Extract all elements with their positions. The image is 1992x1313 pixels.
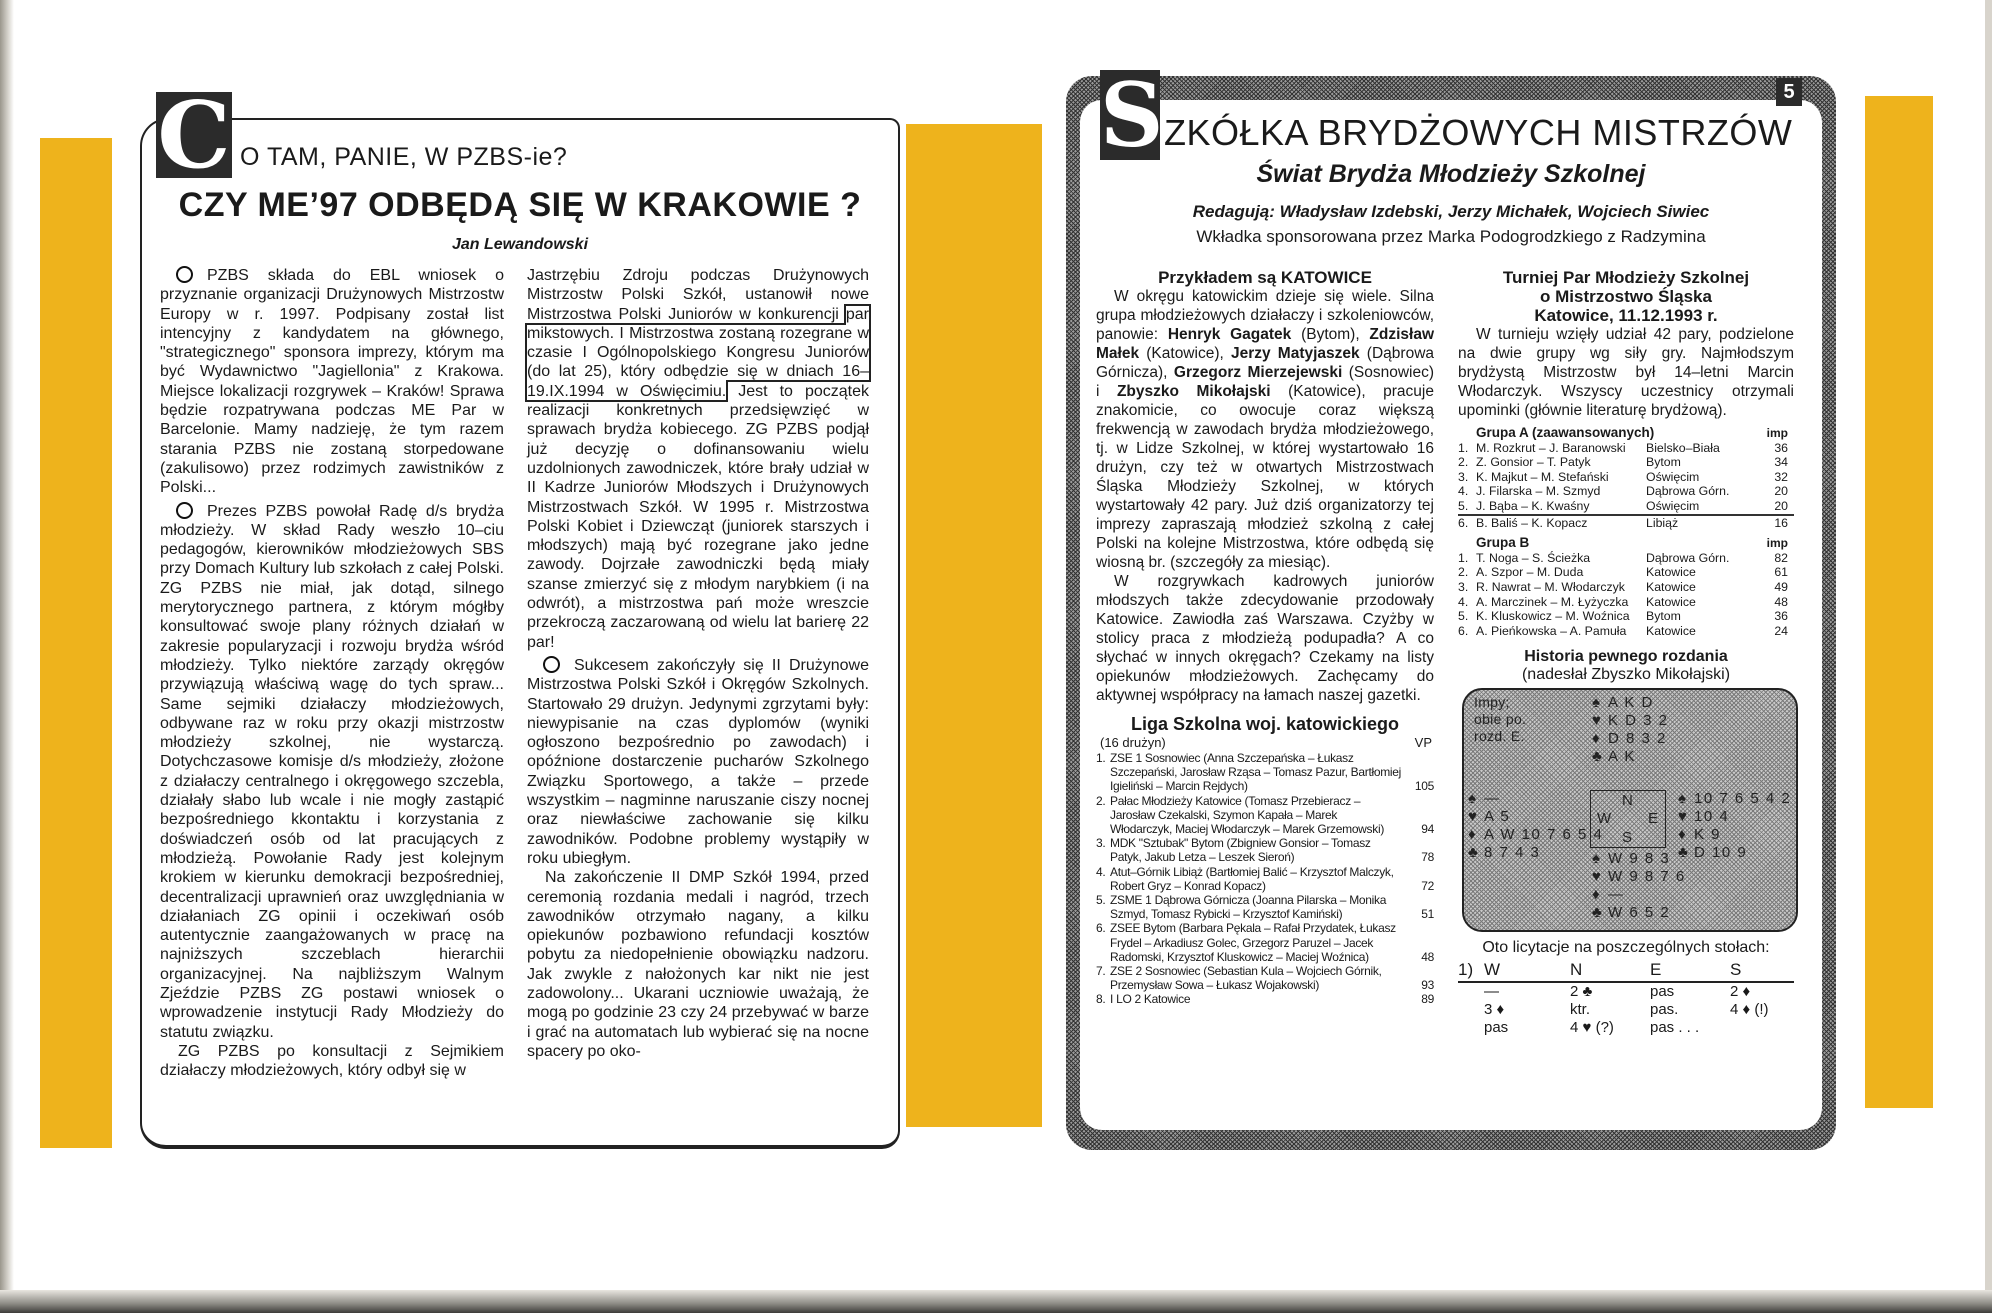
place: 2. bbox=[1458, 565, 1469, 580]
deal-heading: Historia pewnego rozdania (nadesłał Zbyszko Mikołajski) bbox=[1458, 648, 1794, 684]
league-rank: 6. bbox=[1096, 921, 1106, 936]
page-number: 5 bbox=[1776, 78, 1802, 106]
city: Bielsko–Biała bbox=[1646, 440, 1720, 455]
bid: 2 ♦ bbox=[1730, 983, 1751, 1001]
drop-cap-s: S bbox=[1100, 63, 1164, 167]
scan-edge-left bbox=[0, 0, 14, 1313]
imp-score: 16 bbox=[1774, 515, 1788, 530]
imp-score: 34 bbox=[1774, 455, 1788, 470]
league-row bbox=[1096, 836, 1434, 864]
group-result-row bbox=[1458, 470, 1794, 485]
league-rank: 7. bbox=[1096, 964, 1106, 979]
insert-subtitle: Świat Brydża Młodzieży Szkolnej bbox=[1256, 160, 1646, 188]
league-rank: 5. bbox=[1096, 893, 1106, 908]
yellow-margin-bar-center bbox=[906, 124, 1042, 1127]
tournament-heading-3: Katowice, 11.12.1993 r. bbox=[1534, 306, 1718, 325]
city: Katowice bbox=[1646, 565, 1696, 580]
imp-score: 36 bbox=[1774, 440, 1788, 455]
heart-icon: ♥ bbox=[1678, 808, 1687, 826]
group-result-row bbox=[1458, 455, 1794, 470]
auction-header: 1) W N E S bbox=[1458, 959, 1794, 983]
pair-names: J. Bąba – K. Kwaśny bbox=[1476, 498, 1590, 513]
league-team: ZSME 1 Dąbrowa Górnicza (Joanna Pilarska – Monika Szmyd, Tomasz Rybicki – Krzysztof Kamiński) bbox=[1110, 893, 1387, 922]
pair-names: Z. Gonsior – T. Patyk bbox=[1476, 455, 1591, 470]
league-subtitle: (16 drużyn) VP bbox=[1100, 735, 1432, 750]
place: 5. bbox=[1458, 609, 1469, 624]
bid: ktr. bbox=[1570, 1001, 1591, 1019]
bid: — bbox=[1484, 983, 1499, 1001]
league-title: Liga Szkolna woj. katowickiego bbox=[1130, 714, 1400, 734]
left-article-column-1 bbox=[160, 266, 504, 1080]
paragraph: W turnieju wzięły udział 42 pary, podzielone na dwie grupy wg siły gry. Najmłodszym brydżystą Mistrzostw był 14–letni Marcin Włodarczyk. Wszyscy uczestnicy otrzymali upominki (głównie literaturę brydżową). bbox=[1458, 326, 1794, 419]
bid bbox=[1730, 1019, 1794, 1037]
vp-column-label: VP bbox=[1414, 735, 1432, 750]
group-result-row bbox=[1458, 551, 1794, 566]
tournament-text bbox=[1458, 325, 1794, 420]
group-result-row bbox=[1458, 609, 1794, 624]
imp-score: 32 bbox=[1774, 469, 1788, 484]
group-result-row bbox=[1458, 499, 1794, 514]
heart-icon: ♥ bbox=[1468, 808, 1477, 826]
pair-names: K. Kluskowicz – M. Woźnica bbox=[1476, 609, 1630, 624]
pair-names: R. Nawrat – M. Włodarczyk bbox=[1476, 579, 1625, 594]
paragraph: Jastrzębiu Zdroju podczas Drużynowych Mistrzostw Polski Szkół, ustanowił nowe Mistrzostwa Polski Juniorów w konkurencji par mikstowych. I Mistrzostwa zostaną rozegrane w czasie I Ogólnopolskiego Kongresu Juniorów (do lat 25), który odbędzie się w dniach 16–19.IX.1994 w Oświęcimiu. Jest to początek realizacji konkretnych przedsięwzięć w sprawach brydża kobiecego. ZG PZBS podjął już decyzję o dofinansowaniu wielu uzdolnionych zawodniczek, które brały udział w II Kadrze Juniorów Młodszych i Drużynowych Mistrzostwach Szkół. W 1995 r. Mistrzostwa Polski Kobiet i Dziewcząt (juniorek starszych i młodszych) mają być rozegrane jako jedne zawody. Dojrzałe zawodniczki będą miały szanse zmierzyć się z młodym narybkiem (i na odwrót), a mistrzostwa pań może wreszcie przekroczą zaczarowaną od wielu lat barierę 22 par! bbox=[527, 267, 869, 651]
imp-column-label: imp bbox=[1766, 426, 1788, 440]
sponsor-line: Wkładka sponsorowana przez Marka Podogrodzkiego z Radzymina bbox=[1196, 227, 1706, 246]
group-result-row bbox=[1458, 595, 1794, 610]
place: 5. bbox=[1458, 498, 1469, 513]
imp-score: 36 bbox=[1774, 609, 1788, 624]
deal-conditions: Impy; obie po. rozd. E. bbox=[1474, 694, 1527, 745]
paragraph: Sukcesem zakończyły się II Drużynowe Mistrzostwa Polski Szkół i Okręgów Szkolnych. Startowało 29 drużyn. Jedynymi zgrzytami były: niewypisanie na czas dyplomów (wyniki ogłoszono bezpośrednio po zawodach) i opóźnione dostarczenie pucharów Szkolnego Związku Sportowego, a także – przede wszystkim – nagminne naruszanie ciszy nocnej oraz niewłaściwe zachowanie się kilku zawodników. Podobne problemy wystąpiły w roku ubiegłym. bbox=[527, 656, 869, 867]
paragraph: PZBS składa do EBL wniosek o przyznanie organizacji Drużynowych Mistrzostw Europy w r. 1997. Podpisany został list intencyjny z kandydatem na głównego, "strategicznego" sponsora imprezy, którym ma być Wydawnictwo "Jagiellonia" z Krakowa. Miejsce lokalizacji rozgrywek – Kraków! Sprawa będzie rozpatrywana podczas ME Par w Barcelonie. Mamy nadzieję, że tym razem starania PZBS nie zostaną storpedowane (zakulisowo) przez rodzimych zawistników z Polski... bbox=[160, 267, 504, 497]
league-vp: 89 bbox=[1421, 992, 1434, 1007]
city: Katowice bbox=[1646, 623, 1696, 638]
city: Katowice bbox=[1646, 579, 1696, 594]
diamond-icon: ♦ bbox=[1592, 886, 1600, 904]
south-hand: ♠ W 9 8 3 ♥ W 9 8 7 6 ♦ — ♣ W 6 5 2 bbox=[1592, 850, 1686, 922]
imp-column-label: imp bbox=[1766, 536, 1788, 551]
paragraph: W rozgrywkach kadrowych juniorów młodszych także zdecydowanie przodowały Katowice. Zawiodła zaś Warszawa. Czyżby w stolicy praca z młodzieżą podupadła? A co słychać w innych okręgach? Czekamy na listy opiekunów młodzieżowych. Zachęcamy do aktywnej współpracy na łamach naszej gazetki. bbox=[1096, 573, 1434, 704]
city: Dąbrowa Górn. bbox=[1646, 484, 1730, 499]
league-vp: 48 bbox=[1421, 949, 1434, 964]
league-row bbox=[1096, 794, 1434, 837]
place: 6. bbox=[1458, 623, 1469, 638]
league-row bbox=[1096, 751, 1434, 794]
katowice-column bbox=[1096, 268, 1434, 1007]
league-vp: 93 bbox=[1421, 978, 1434, 993]
league-rank: 8. bbox=[1096, 992, 1106, 1007]
pair-names: A. Pieńkowska – A. Pamuła bbox=[1476, 623, 1627, 638]
group-title: Grupa B imp bbox=[1476, 535, 1788, 551]
diamond-icon: ♦ bbox=[1678, 826, 1686, 844]
club-icon: ♣ bbox=[1678, 844, 1688, 862]
league-vp: 94 bbox=[1421, 822, 1434, 837]
group-result-row bbox=[1458, 624, 1794, 639]
west-hand: ♠ — ♥ A 5 ♦ A W 10 7 6 5 4 ♣ 8 7 4 3 bbox=[1468, 790, 1604, 862]
paragraph: Prezes PZBS powołał Radę d/s brydża młodzieży. W skład Rady weszło 10–ciu pedagogów, kierowników młodzieżowych SBS przy Domach Kultury lub szkołach z całej Polski. ZG PZBS nie miał, jak dotąd, silnego merytorycznego partnera, z którym mógłby konsultować swoje plany różnych działań w zakresie popularyzacji i rozwoju brydża wśród młodzieży. Tylko niektóre zarządy okręgów przywiązują właściwą wagę do tych spraw... Same sejmiki działaczy młodzieżowych, odbywane raz w roku przy okazji mistrzostw młodzieży szkolnej, nie wystarczą. Dotychczasowe komisje d/s młodzieży, złożone z działaczy centralnego i okręgowego szczebla, działały słabo lub wcale i nie mogły zastąpić bezpośredniego kkontaktu i korzystania z doświadczeń osób od lat pracujących z młodzieżą. Powołanie Rady jest kolejnym krokiem w kierunku demokracji bezpośredniej, decentralizacji uprawnień oraz uwzględniania w działaniach ZG opinii i oczekiwań osób autentycznie zaangażowanych w pracę na najniższych szczeblach hierarchii organizacyjnej. Na najbliższym Walnym Zjeździe PZBS ZG postawi wniosek o wprowadzenie instytucji Rady Młodzieży do statutu związku. bbox=[160, 502, 504, 1041]
league-rank: 4. bbox=[1096, 864, 1106, 879]
circle-bullet-icon bbox=[176, 502, 193, 519]
insert-title: ZKÓŁKA BRYDŻOWYCH MISTRZÓW bbox=[1164, 112, 1793, 153]
city: Oświęcim bbox=[1646, 469, 1700, 484]
league-vp: 78 bbox=[1421, 850, 1434, 865]
compass-box: N W E S bbox=[1590, 790, 1666, 848]
place: 1. bbox=[1458, 550, 1469, 565]
bid: pas bbox=[1484, 1019, 1509, 1037]
paragraph: W okręgu katowickim dzieje się wiele. Silna grupa młodzieżowych działaczy i szkoleniowców, panowie: Henryk Gagatek (Bytom), Zdzisław Małek (Katowice), Jerzy Matyjaszek (Dąbrowa Górnicza), Grzegorz Mierzejewski (Sosnowiec) i Zbyszko Mikołajski (Katowice), pracuje znakomicie, co owocuje coraz większą frekwencją w zawodach brydża młodzieżowego, tj. w Lidze Szkolnej, w której wystartowało 16 drużyn, czy też w otwartych Mistrzostwach Śląska Młodzieży Szkolnej, w których wystartowały 42 pary. Już dziś organizatorzy tej imprezy zapraszają młodzież szkolną z całej Polski na kolejne Mistrzostwa, które odbędą się wiosną br. (szczegóły za miesiąc). bbox=[1096, 288, 1435, 571]
city: Libiąż bbox=[1646, 515, 1679, 530]
pair-names: T. Noga – S. Ścieżka bbox=[1476, 550, 1591, 565]
group-title: Grupa A (zaawansowanych) imp bbox=[1476, 425, 1788, 440]
imp-score: 48 bbox=[1774, 594, 1788, 609]
club-icon: ♣ bbox=[1468, 844, 1478, 862]
auction-round bbox=[1458, 983, 1794, 1001]
city: Oświęcim bbox=[1646, 498, 1700, 513]
league-team: ZSEE Bytom (Barbara Pękala – Rafał Przydatek, Łukasz Frydel – Arkadiusz Golec, Grzegorz Paruzel – Jacek Radomski, Krzysztof Kluskowicz – Maciej Woźnica) bbox=[1110, 921, 1396, 964]
league-row bbox=[1096, 964, 1434, 992]
north-hand: ♠ A K D ♥ K D 3 2 ♦ D 8 3 2 ♣ A K bbox=[1592, 694, 1669, 766]
group-result-row bbox=[1458, 565, 1794, 580]
imp-score: 24 bbox=[1774, 623, 1788, 638]
boxed-highlight: par mikstowych. I Mistrzostwa zostaną rozegrane w czasie I Ogólnopolskiego Kongresu Juniorów (do lat 25), który odbędzie się w dniach 16–19.IX.1994 w Oświęcimiu. bbox=[527, 305, 869, 400]
place: 3. bbox=[1458, 579, 1469, 594]
spade-icon: ♠ bbox=[1678, 790, 1686, 808]
imp-score: 49 bbox=[1774, 579, 1788, 594]
tournament-heading-2: o Mistrzostwo Śląska bbox=[1540, 287, 1712, 306]
city: Bytom bbox=[1646, 609, 1681, 624]
league-team: I LO 2 Katowice bbox=[1110, 992, 1191, 1007]
auction-indent bbox=[1458, 983, 1484, 1001]
spade-icon: ♠ bbox=[1592, 850, 1600, 868]
imp-score: 20 bbox=[1774, 484, 1788, 499]
east-hand: ♠ 10 7 6 5 4 2 ♥ 10 4 ♦ K 9 ♣ D 10 9 bbox=[1678, 790, 1792, 862]
auction-rows bbox=[1458, 983, 1794, 1037]
auction-indent bbox=[1458, 1001, 1484, 1019]
tournament-heading-1: Turniej Par Młodzieży Szkolnej bbox=[1502, 268, 1750, 287]
scan-edge-bottom bbox=[0, 1290, 1992, 1313]
tournament-column bbox=[1458, 268, 1794, 1037]
league-row bbox=[1096, 921, 1434, 964]
group-b-table bbox=[1458, 536, 1794, 638]
league-rank: 3. bbox=[1096, 836, 1106, 851]
auction-indent bbox=[1458, 1019, 1484, 1037]
league-team: Atut–Górnik Libiąż (Bartłomiej Balić – Krzysztof Malczyk, Robert Gryz – Konrad Kopacz) bbox=[1110, 864, 1394, 893]
bid: 4 ♥ (?) bbox=[1570, 1019, 1614, 1037]
imp-score: 20 bbox=[1774, 498, 1788, 513]
group-result-row bbox=[1458, 441, 1794, 456]
auction-round bbox=[1458, 1019, 1794, 1037]
place: 4. bbox=[1458, 594, 1469, 609]
drop-cap-c: C bbox=[157, 81, 231, 189]
diamond-icon: ♦ bbox=[1468, 826, 1476, 844]
auction-title: Oto licytacje na poszczególnych stołach: bbox=[1482, 939, 1770, 957]
bid: pas . . . bbox=[1650, 1019, 1700, 1037]
section-kicker: O TAM, PANIE, W PZBS-ie? bbox=[240, 143, 568, 171]
pair-names: K. Majkut – M. Stefański bbox=[1476, 469, 1609, 484]
yellow-margin-bar-left bbox=[40, 138, 112, 1148]
pair-names: M. Rozkrut – J. Baranowski bbox=[1476, 440, 1626, 455]
league-team: ZSE 1 Sosnowiec (Anna Szczepańska – Łukasz Szczepański, Jarosław Rząsa – Tomasz Pazur, Bartłomiej Igieliński – Marcin Rejdych) bbox=[1110, 751, 1402, 794]
bid: 4 ♦ (!) bbox=[1730, 1001, 1769, 1019]
imp-score: 61 bbox=[1774, 565, 1788, 580]
editors-line: Redagują: Władysław Izdebski, Jerzy Michałek, Wojciech Siwiec bbox=[1192, 202, 1710, 221]
scan-edge-right bbox=[1985, 0, 1992, 1313]
pair-names: A. Szpor – M. Duda bbox=[1476, 565, 1584, 580]
heart-icon: ♥ bbox=[1592, 868, 1601, 886]
bid: 2 ♣ bbox=[1570, 983, 1593, 1001]
group-result-row bbox=[1458, 514, 1794, 531]
group-result-row bbox=[1458, 580, 1794, 595]
article-headline: CZY ME’97 ODBĘDĄ SIĘ W KRAKOWIE ? bbox=[178, 186, 862, 224]
article-author: Jan Lewandowski bbox=[451, 236, 589, 253]
spade-icon: ♠ bbox=[1592, 694, 1600, 712]
place: 3. bbox=[1458, 469, 1469, 484]
league-vp: 51 bbox=[1421, 907, 1434, 922]
league-row bbox=[1096, 865, 1434, 893]
league-row bbox=[1096, 893, 1434, 921]
league-vp: 72 bbox=[1421, 878, 1434, 893]
paragraph: Na zakończenie II DMP Szkół 1994, przed ceremonią rozdania medali i nagród, trzech zawodników otrzymało nagany, a kilku opiekunów pozbawiono refundacji kosztów pobytu za niedopełnienie obowiązku nadzoru. Jak zwykle z nałożonych kar nikt nie jest zadowolony... Ukarani uczniowie uważają, że mogą po godzinie 23 czy 24 przebywać w barze i grać na automatach lub wybierać się na nocne spacery po oko- bbox=[527, 869, 869, 1060]
auction-round bbox=[1458, 1001, 1794, 1019]
pair-names: A. Marczinek – M. Łyżyczka bbox=[1476, 594, 1629, 609]
city: Katowice bbox=[1646, 594, 1696, 609]
league-rank: 2. bbox=[1096, 793, 1106, 808]
circle-bullet-icon bbox=[543, 656, 560, 673]
bid: pas bbox=[1650, 983, 1675, 1001]
league-team: ZSE 2 Sosnowiec (Sebastian Kula – Wojciech Górnik, Przemysław Sowa – Łukasz Wojakowski) bbox=[1110, 964, 1382, 993]
league-team: Pałac Młodzieży Katowice (Tomasz Przebieracz – Jarosław Czekalski, Szymon Kapała – Marek Włodarczyk, Maciej Włodarczyk – Marek Grzemowski) bbox=[1110, 793, 1385, 837]
league-table bbox=[1096, 751, 1434, 1007]
bid: pas. bbox=[1650, 1001, 1679, 1019]
group-result-row bbox=[1458, 484, 1794, 499]
yellow-margin-bar-right bbox=[1865, 96, 1933, 1108]
paragraph: ZG PZBS po konsultacji z Sejmikiem działaczy młodzieżowych, który odbył się w bbox=[160, 1042, 504, 1080]
place: 6. bbox=[1458, 515, 1469, 530]
katowice-text bbox=[1096, 287, 1434, 705]
group-a-table bbox=[1458, 426, 1794, 530]
auction-table bbox=[1458, 959, 1794, 1037]
imp-score: 82 bbox=[1774, 550, 1788, 565]
diamond-icon: ♦ bbox=[1592, 730, 1600, 748]
left-article-column-2 bbox=[527, 266, 869, 1061]
league-team: MDK "Sztubak" Bytom (Zbigniew Gonsior – Tomasz Patyk, Jakub Letza – Leszek Sieroń) bbox=[1110, 836, 1371, 865]
club-icon: ♣ bbox=[1592, 748, 1602, 766]
bid: 3 ♦ bbox=[1484, 1001, 1505, 1019]
katowice-heading: Przykładem są KATOWICE bbox=[1158, 268, 1372, 287]
league-row bbox=[1096, 992, 1434, 1006]
bridge-deal-diagram bbox=[1462, 688, 1798, 932]
heart-icon: ♥ bbox=[1592, 712, 1601, 730]
league-rank: 1. bbox=[1096, 751, 1106, 765]
deal-sender: (nadesłał Zbyszko Mikołajski) bbox=[1521, 666, 1731, 684]
place: 4. bbox=[1458, 484, 1469, 499]
spade-icon: ♠ bbox=[1468, 790, 1476, 808]
city: Dąbrowa Górn. bbox=[1646, 550, 1730, 565]
place: 2. bbox=[1458, 455, 1469, 470]
city: Bytom bbox=[1646, 455, 1681, 470]
club-icon: ♣ bbox=[1592, 904, 1602, 922]
circle-bullet-icon bbox=[176, 266, 193, 283]
pair-names: B. Baliś – K. Kopacz bbox=[1476, 515, 1588, 530]
league-vp: 105 bbox=[1414, 779, 1434, 794]
place: 1. bbox=[1458, 440, 1469, 455]
pair-names: J. Filarska – M. Szmyd bbox=[1476, 484, 1601, 499]
